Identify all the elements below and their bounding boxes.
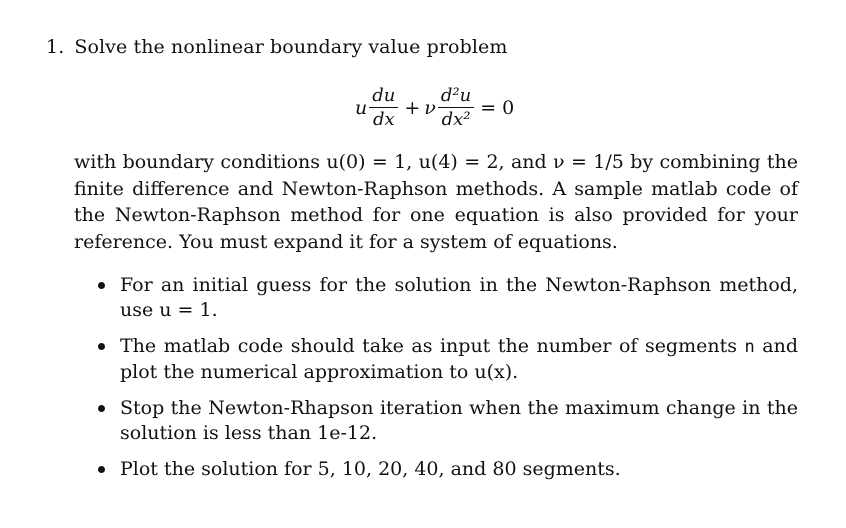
plus-sign: + — [404, 97, 421, 119]
bullet-list — [94, 273, 798, 493]
equation-u: u — [355, 97, 368, 119]
list-item — [94, 334, 798, 385]
bullet-text: For an initial guess for the solution in the Newton-Raphson method, use u = 1. — [120, 274, 798, 321]
frac1-numerator: du — [372, 84, 396, 106]
bullet-text: Stop the Newton-Rhapson iteration when the maximum change in the solution is less than 1e-12. — [120, 397, 798, 444]
bullet-icon — [98, 282, 105, 289]
bullet-text: Plot the solution for 5, 10, 20, 40, and 80 segments. — [120, 458, 621, 480]
differential-equation — [355, 80, 518, 136]
problem-title: Solve the nonlinear boundary value problem — [74, 36, 508, 58]
bullet-icon — [98, 405, 105, 412]
second-derivative-fraction — [438, 85, 474, 132]
frac1-denominator: dx — [372, 108, 395, 130]
bullet-text: The matlab code should take as input the number of segments — [120, 335, 745, 357]
frac2-numerator: d²u — [440, 84, 472, 106]
bullet-icon — [98, 343, 105, 350]
list-item — [94, 457, 798, 482]
problem-description: with boundary conditions u(0) = 1, u(4) = 2, and ν = 1/5 by combining the finite difference and Newton-Raphson methods. A sample matlab code of the Newton-Raphson method for one equation is also provided for your reference. You must expand it for a system of equations. — [74, 151, 798, 253]
list-item — [94, 273, 798, 323]
problem-heading — [46, 36, 508, 58]
problem-number: 1. — [46, 36, 65, 58]
bullet-icon — [98, 466, 105, 473]
code-n: n — [744, 337, 755, 357]
first-derivative-fraction — [369, 85, 398, 132]
bullet-text-cont: and plot the numerical approximation to u(x). — [120, 335, 798, 383]
equation-nu: ν — [424, 97, 436, 119]
frac2-denominator: dx² — [441, 108, 471, 130]
equation-rhs: = 0 — [480, 97, 515, 119]
list-item — [94, 396, 798, 446]
